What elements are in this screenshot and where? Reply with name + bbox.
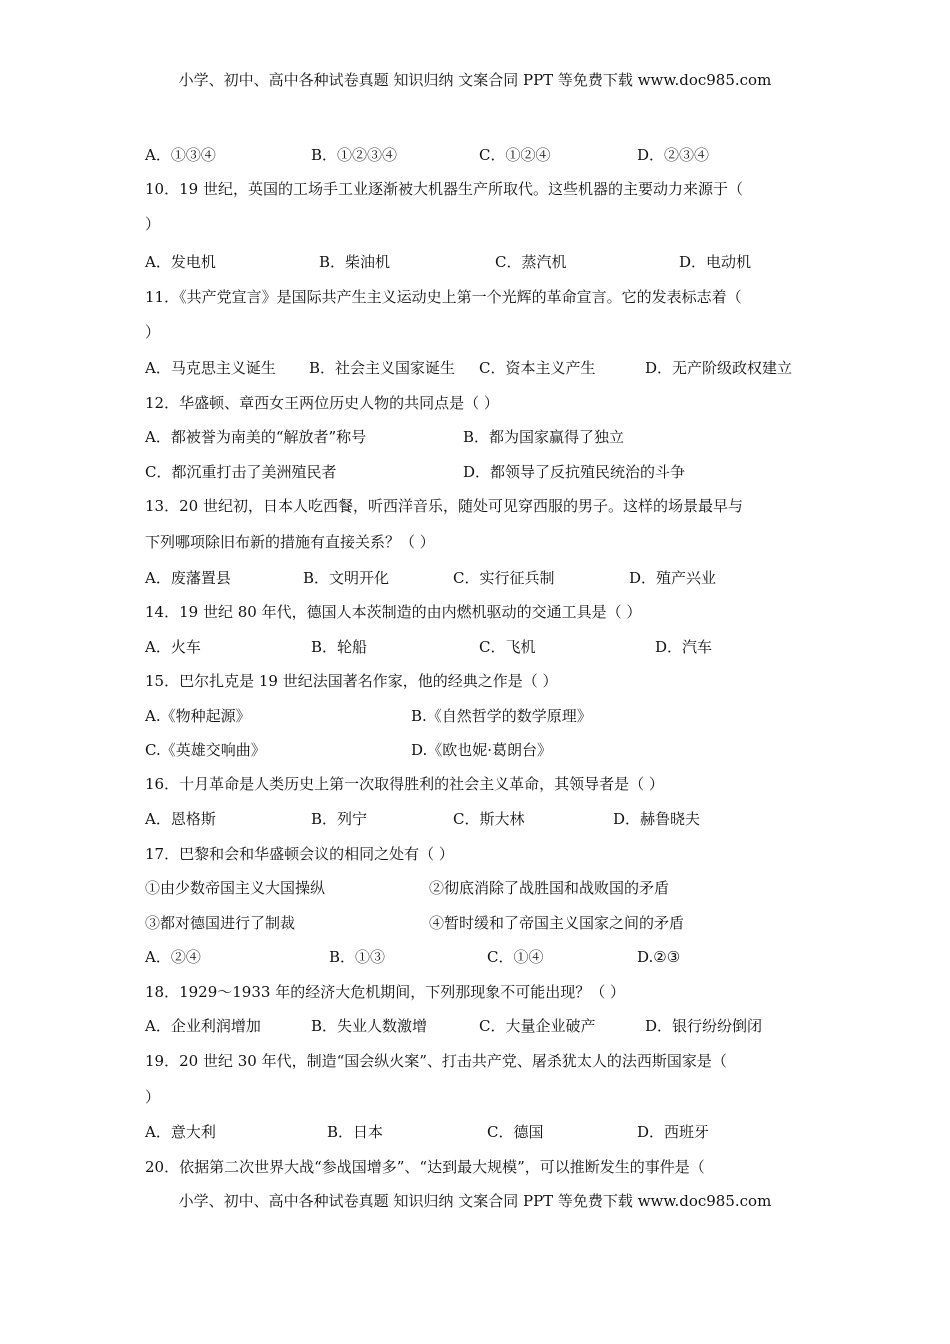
q14-option-b: B．轮船 (311, 638, 368, 656)
q18-option-d: D．银行纷纷倒闭 (645, 1017, 763, 1035)
q11-option-d: D．无产阶级政权建立 (645, 359, 793, 377)
q14-option-d: D．汽车 (655, 638, 713, 656)
q16-option-c: C．斯大林 (453, 810, 525, 828)
page-header: 小学、初中、高中各种试卷真题 知识归纳 文案合同 PPT 等免费下载 www.doc985.com (178, 71, 772, 89)
q13-option-d: D．殖产兴业 (629, 569, 717, 587)
q10-stem-cont: ） (145, 215, 161, 233)
q9-option-a: A．①③④ (145, 146, 216, 164)
q14-option-c: C．飞机 (479, 638, 536, 656)
q19-option-b: B．日本 (327, 1123, 384, 1141)
q15-option-c: C.《英雄交响曲》 (145, 741, 266, 759)
q17-item-2: ②彻底消除了战胜国和战败国的矛盾 (429, 879, 670, 897)
q15-option-d: D.《欧也妮·葛朗台》 (411, 741, 553, 759)
q17-item-4: ④暂时缓和了帝国主义国家之间的矛盾 (429, 914, 685, 932)
q18-option-a: A．企业利润增加 (145, 1017, 261, 1035)
q9-option-d: D．②③④ (637, 146, 710, 164)
q11-stem: 11．《共产党宣言》是国际共产生主义运动史上第一个光辉的革命宣言。它的发表标志着（ (145, 288, 742, 306)
q16-option-a: A．恩格斯 (145, 810, 216, 828)
q16-option-d: D．赫鲁晓夫 (613, 810, 701, 828)
q11-option-b: B．社会主义国家诞生 (309, 359, 456, 377)
q13-option-a: A．废藩置县 (145, 569, 231, 587)
q20-stem: 20．依据第二次世界大战“参战国增多”、“达到最大规模”，可以推断发生的事件是（ (145, 1158, 705, 1176)
q9-option-c: C．①②④ (479, 146, 551, 164)
q16-stem: 16．十月革命是人类历史上第一次取得胜利的社会主义革命，其领导者是（ ） (145, 775, 664, 793)
q17-item-3: ③都对德国进行了制裁 (145, 914, 296, 932)
q17-option-a: A．②④ (145, 948, 201, 966)
q14-option-a: A．火车 (145, 638, 201, 656)
q15-stem: 15．巴尔扎克是 19 世纪法国著名作家，他的经典之作是（ ） (145, 672, 558, 690)
q13-stem: 13．20 世纪初，日本人吃西餐，听西洋音乐，随处可见穿西服的男子。这样的场景最早与 (145, 497, 743, 515)
q15-option-a: A.《物种起源》 (145, 707, 251, 725)
q13-option-c: C．实行征兵制 (453, 569, 555, 587)
q17-option-c: C．①④ (487, 948, 544, 966)
q9-option-b: B．①②③④ (311, 146, 398, 164)
q18-option-c: C．大量企业破产 (479, 1017, 596, 1035)
q11-option-c: C．资本主义产生 (479, 359, 596, 377)
q19-stem-cont: ） (145, 1088, 161, 1106)
q19-stem: 19．20 世纪 30 年代，制造“国会纵火案”、打击共产党、屠杀犹太人的法西斯国家是（ (145, 1052, 727, 1070)
q10-stem: 10．19 世纪，英国的工场手工业逐渐被大机器生产所取代。这些机器的主要动力来源于（ (145, 180, 743, 198)
q12-option-d: D．都领导了反抗殖民统治的斗争 (463, 463, 686, 481)
q12-option-b: B．都为国家赢得了独立 (463, 428, 625, 446)
q18-stem: 18．1929～1933 年的经济大危机期间，下列那现象不可能出现？（ ） (145, 983, 625, 1001)
q17-stem: 17．巴黎和会和华盛顿会议的相同之处有（ ） (145, 845, 454, 863)
q11-stem-cont: ） (145, 323, 161, 341)
q11-option-a: A．马克思主义诞生 (145, 359, 276, 377)
q14-stem: 14．19 世纪 80 年代，德国人本茨制造的由内燃机驱动的交通工具是（ ） (145, 603, 642, 621)
q10-option-a: A．发电机 (145, 253, 216, 271)
q19-option-c: C．德国 (487, 1123, 544, 1141)
q17-option-b: B．①③ (329, 948, 386, 966)
q12-option-a: A．都被誉为南美的“解放者”称号 (145, 428, 367, 446)
q13-stem-cont: 下列哪项除旧布新的措施有直接关系？（ ） (145, 533, 435, 551)
q10-option-d: D．电动机 (679, 253, 752, 271)
q15-option-b: B.《自然哲学的数学原理》 (411, 707, 592, 725)
q19-option-a: A．意大利 (145, 1123, 216, 1141)
page-footer: 小学、初中、高中各种试卷真题 知识归纳 文案合同 PPT 等免费下载 www.doc985.com (178, 1192, 772, 1210)
q17-option-d: D.②③ (637, 948, 681, 966)
q17-item-1: ①由少数帝国主义大国操纵 (145, 879, 326, 897)
q12-stem: 12．华盛顿、章西女王两位历史人物的共同点是（ ） (145, 394, 499, 412)
q10-option-c: C．蒸汽机 (495, 253, 567, 271)
q13-option-b: B．文明开化 (303, 569, 390, 587)
q12-option-c: C．都沉重打击了美洲殖民者 (145, 463, 337, 481)
q18-option-b: B．失业人数激增 (311, 1017, 428, 1035)
q10-option-b: B．柴油机 (319, 253, 391, 271)
q16-option-b: B．列宁 (311, 810, 368, 828)
q19-option-d: D．西班牙 (637, 1123, 710, 1141)
